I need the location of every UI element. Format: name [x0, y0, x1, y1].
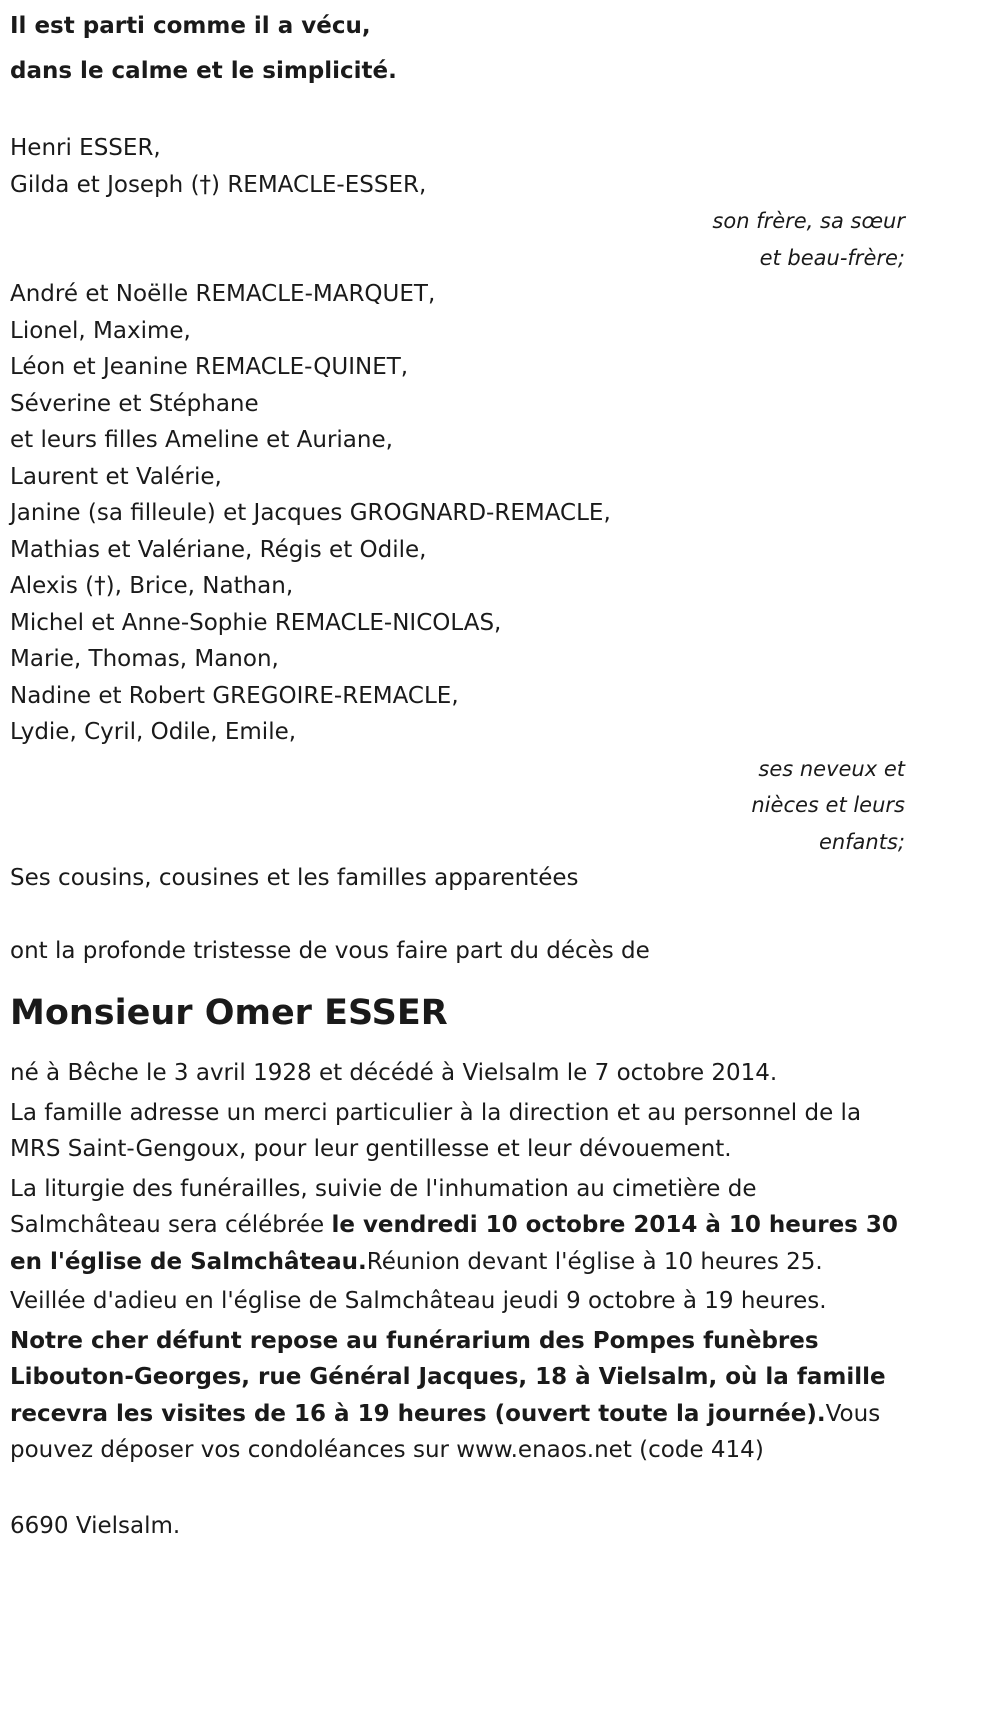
relation-line: ses neveux et — [758, 756, 905, 781]
funerarium-details: Notre cher défunt repose au funérarium des Pompes funèbres Libouton-Georges, rue Général Jacques, 18 à Vielsalm, où la famille recevra les visites de 16 à 19 heures (ouvert toute la journée). — [10, 1327, 886, 1427]
liturgy-paragraph — [10, 1171, 910, 1281]
motto-line: dans le calme et le simplicité. — [10, 58, 397, 84]
family-line: Mathias et Valériane, Régis et Odile, — [10, 536, 427, 563]
family-line: Alexis (†), Brice, Nathan, — [10, 573, 294, 599]
thanks-paragraph: La famille adresse un merci particulier à la direction et au personnel de la MRS Saint-Gengoux, pour leur gentillesse et leur dévouement. — [10, 1099, 862, 1162]
family-line: Lydie, Cyril, Odile, Emile, — [10, 719, 297, 745]
liturgy-date-place: le vendredi 10 octobre 2014 à 10 heures 30 en l'église de Salmchâteau. — [10, 1212, 898, 1275]
family-line: Séverine et Stéphane — [10, 390, 259, 417]
family-line: Nadine et Robert GREGOIRE-REMACLE, — [10, 682, 459, 709]
family-line: Michel et Anne-Sophie REMACLE-NICOLAS, — [10, 609, 502, 636]
family-group-siblings — [10, 130, 1000, 203]
location-line: 6690 Vielsalm. — [10, 1512, 181, 1539]
birth-death-paragraph: né à Bêche le 3 avril 1928 et décédé à Vielsalm le 7 octobre 2014. — [10, 1060, 778, 1086]
funerarium-paragraph — [10, 1323, 910, 1469]
relation-siblings — [10, 203, 905, 276]
family-line: Janine (sa filleule) et Jacques GROGNARD-REMACLE, — [10, 500, 611, 526]
announcement-line: ont la profonde tristesse de vous faire part du décès de — [10, 937, 650, 964]
family-line: Marie, Thomas, Manon, — [10, 646, 279, 672]
relation-nephews — [10, 751, 905, 861]
condolences-note: Vous pouvez déposer vos condoléances sur www.enaos.net (code 414) — [10, 1400, 881, 1463]
motto-line: Il est parti comme il a vécu, — [10, 13, 371, 39]
relation-line: et beau-frère; — [759, 245, 905, 270]
vigil-paragraph: Veillée d'adieu en l'église de Salmchâteau jeudi 9 octobre à 19 heures. — [10, 1288, 827, 1314]
deceased-name: Monsieur Omer ESSER — [10, 993, 448, 1033]
family-line: Gilda et Joseph (†) REMACLE-ESSER, — [10, 171, 427, 198]
family-line: Henri ESSER, — [10, 135, 161, 161]
family-line: André et Noëlle REMACLE-MARQUET, — [10, 281, 436, 307]
family-line: Laurent et Valérie, — [10, 463, 222, 490]
relation-line: son frère, sa sœur — [712, 209, 905, 233]
motto — [10, 4, 1000, 94]
family-line: Léon et Jeanine REMACLE-QUINET, — [10, 354, 409, 380]
liturgy-outro: Réunion devant l'église à 10 heures 25. — [366, 1248, 823, 1275]
family-line: et leurs filles Ameline et Auriane, — [10, 427, 393, 453]
family-line: Lionel, Maxime, — [10, 317, 191, 344]
liturgy-intro: La liturgie des funérailles, suivie de l'inhumation au cimetière de Salmchâteau sera célébrée — [10, 1175, 757, 1238]
cousins-line: Ses cousins, cousines et les familles apparentées — [10, 865, 579, 891]
obituary-page — [0, 4, 1000, 1722]
family-group-nephews — [10, 276, 1000, 751]
relation-line: enfants; — [818, 829, 905, 854]
relation-line: nièces et leurs — [751, 793, 905, 817]
